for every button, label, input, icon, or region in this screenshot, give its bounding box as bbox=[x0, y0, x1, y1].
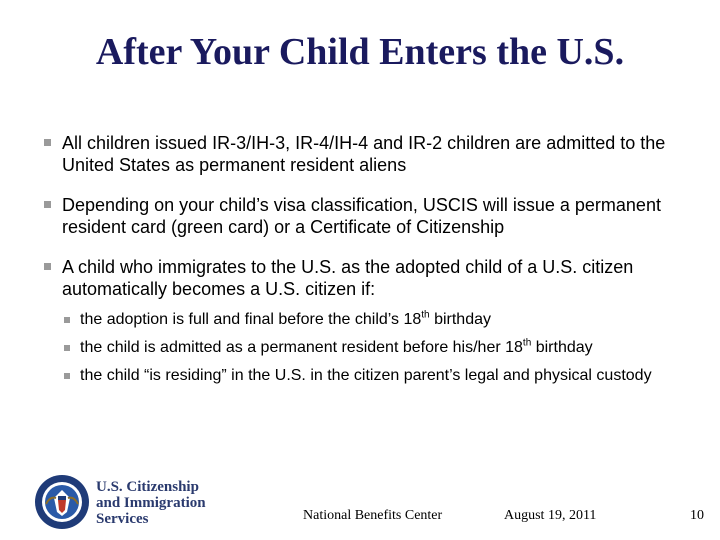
footer-date: August 19, 2011 bbox=[504, 508, 597, 523]
ordinal-suffix: th bbox=[421, 309, 430, 321]
sub-bullet-text: the child “is residing” in the U.S. in the citizen parent’s legal and physical custody bbox=[80, 367, 652, 384]
sub-bullet-text-end: birthday bbox=[531, 339, 593, 356]
sub-bullet-item bbox=[62, 366, 692, 386]
bullet-list bbox=[42, 132, 692, 404]
sub-bullet-text: the child is admitted as a permanent resident before his/her 18 bbox=[80, 339, 523, 356]
bullet-text: Depending on your child’s visa classification, USCIS will issue a permanent resident card (green card) or a Certificate of Citizenship bbox=[62, 195, 661, 237]
square-bullet-icon bbox=[44, 201, 51, 208]
logo-line: Services bbox=[96, 511, 149, 527]
logo-line: U.S. Citizenship bbox=[96, 479, 199, 495]
logo-line: and Immigration bbox=[96, 495, 206, 511]
page-number: 10 bbox=[690, 508, 704, 523]
bullet-item bbox=[42, 256, 692, 386]
sub-bullet-item bbox=[62, 338, 692, 358]
bullet-text: All children issued IR-3/IH-3, IR-4/IH-4 and IR-2 children are admitted to the United States as permanent resident aliens bbox=[62, 133, 666, 175]
slide-title: After Your Child Enters the U.S. bbox=[95, 31, 625, 73]
square-bullet-icon bbox=[64, 373, 70, 379]
bullet-text: A child who immigrates to the U.S. as the adopted child of a U.S. citizen automatically becomes a U.S. citizen if: bbox=[62, 257, 634, 299]
footer-center-text: National Benefits Center bbox=[303, 508, 443, 523]
square-bullet-icon bbox=[44, 263, 51, 270]
dhs-seal-icon bbox=[34, 474, 90, 530]
sub-bullet-text: the adoption is full and final before the child’s 18 bbox=[80, 311, 422, 328]
square-bullet-icon bbox=[64, 317, 70, 323]
sub-bullet-list bbox=[62, 310, 692, 386]
square-bullet-icon bbox=[64, 345, 70, 351]
sub-bullet-item bbox=[62, 310, 692, 330]
sub-bullet-text-end: birthday bbox=[429, 311, 491, 328]
uscis-logo-text bbox=[96, 479, 206, 527]
square-bullet-icon bbox=[44, 139, 51, 146]
ordinal-suffix: th bbox=[522, 337, 532, 349]
bullet-item bbox=[42, 132, 692, 176]
bullet-item bbox=[42, 194, 692, 238]
